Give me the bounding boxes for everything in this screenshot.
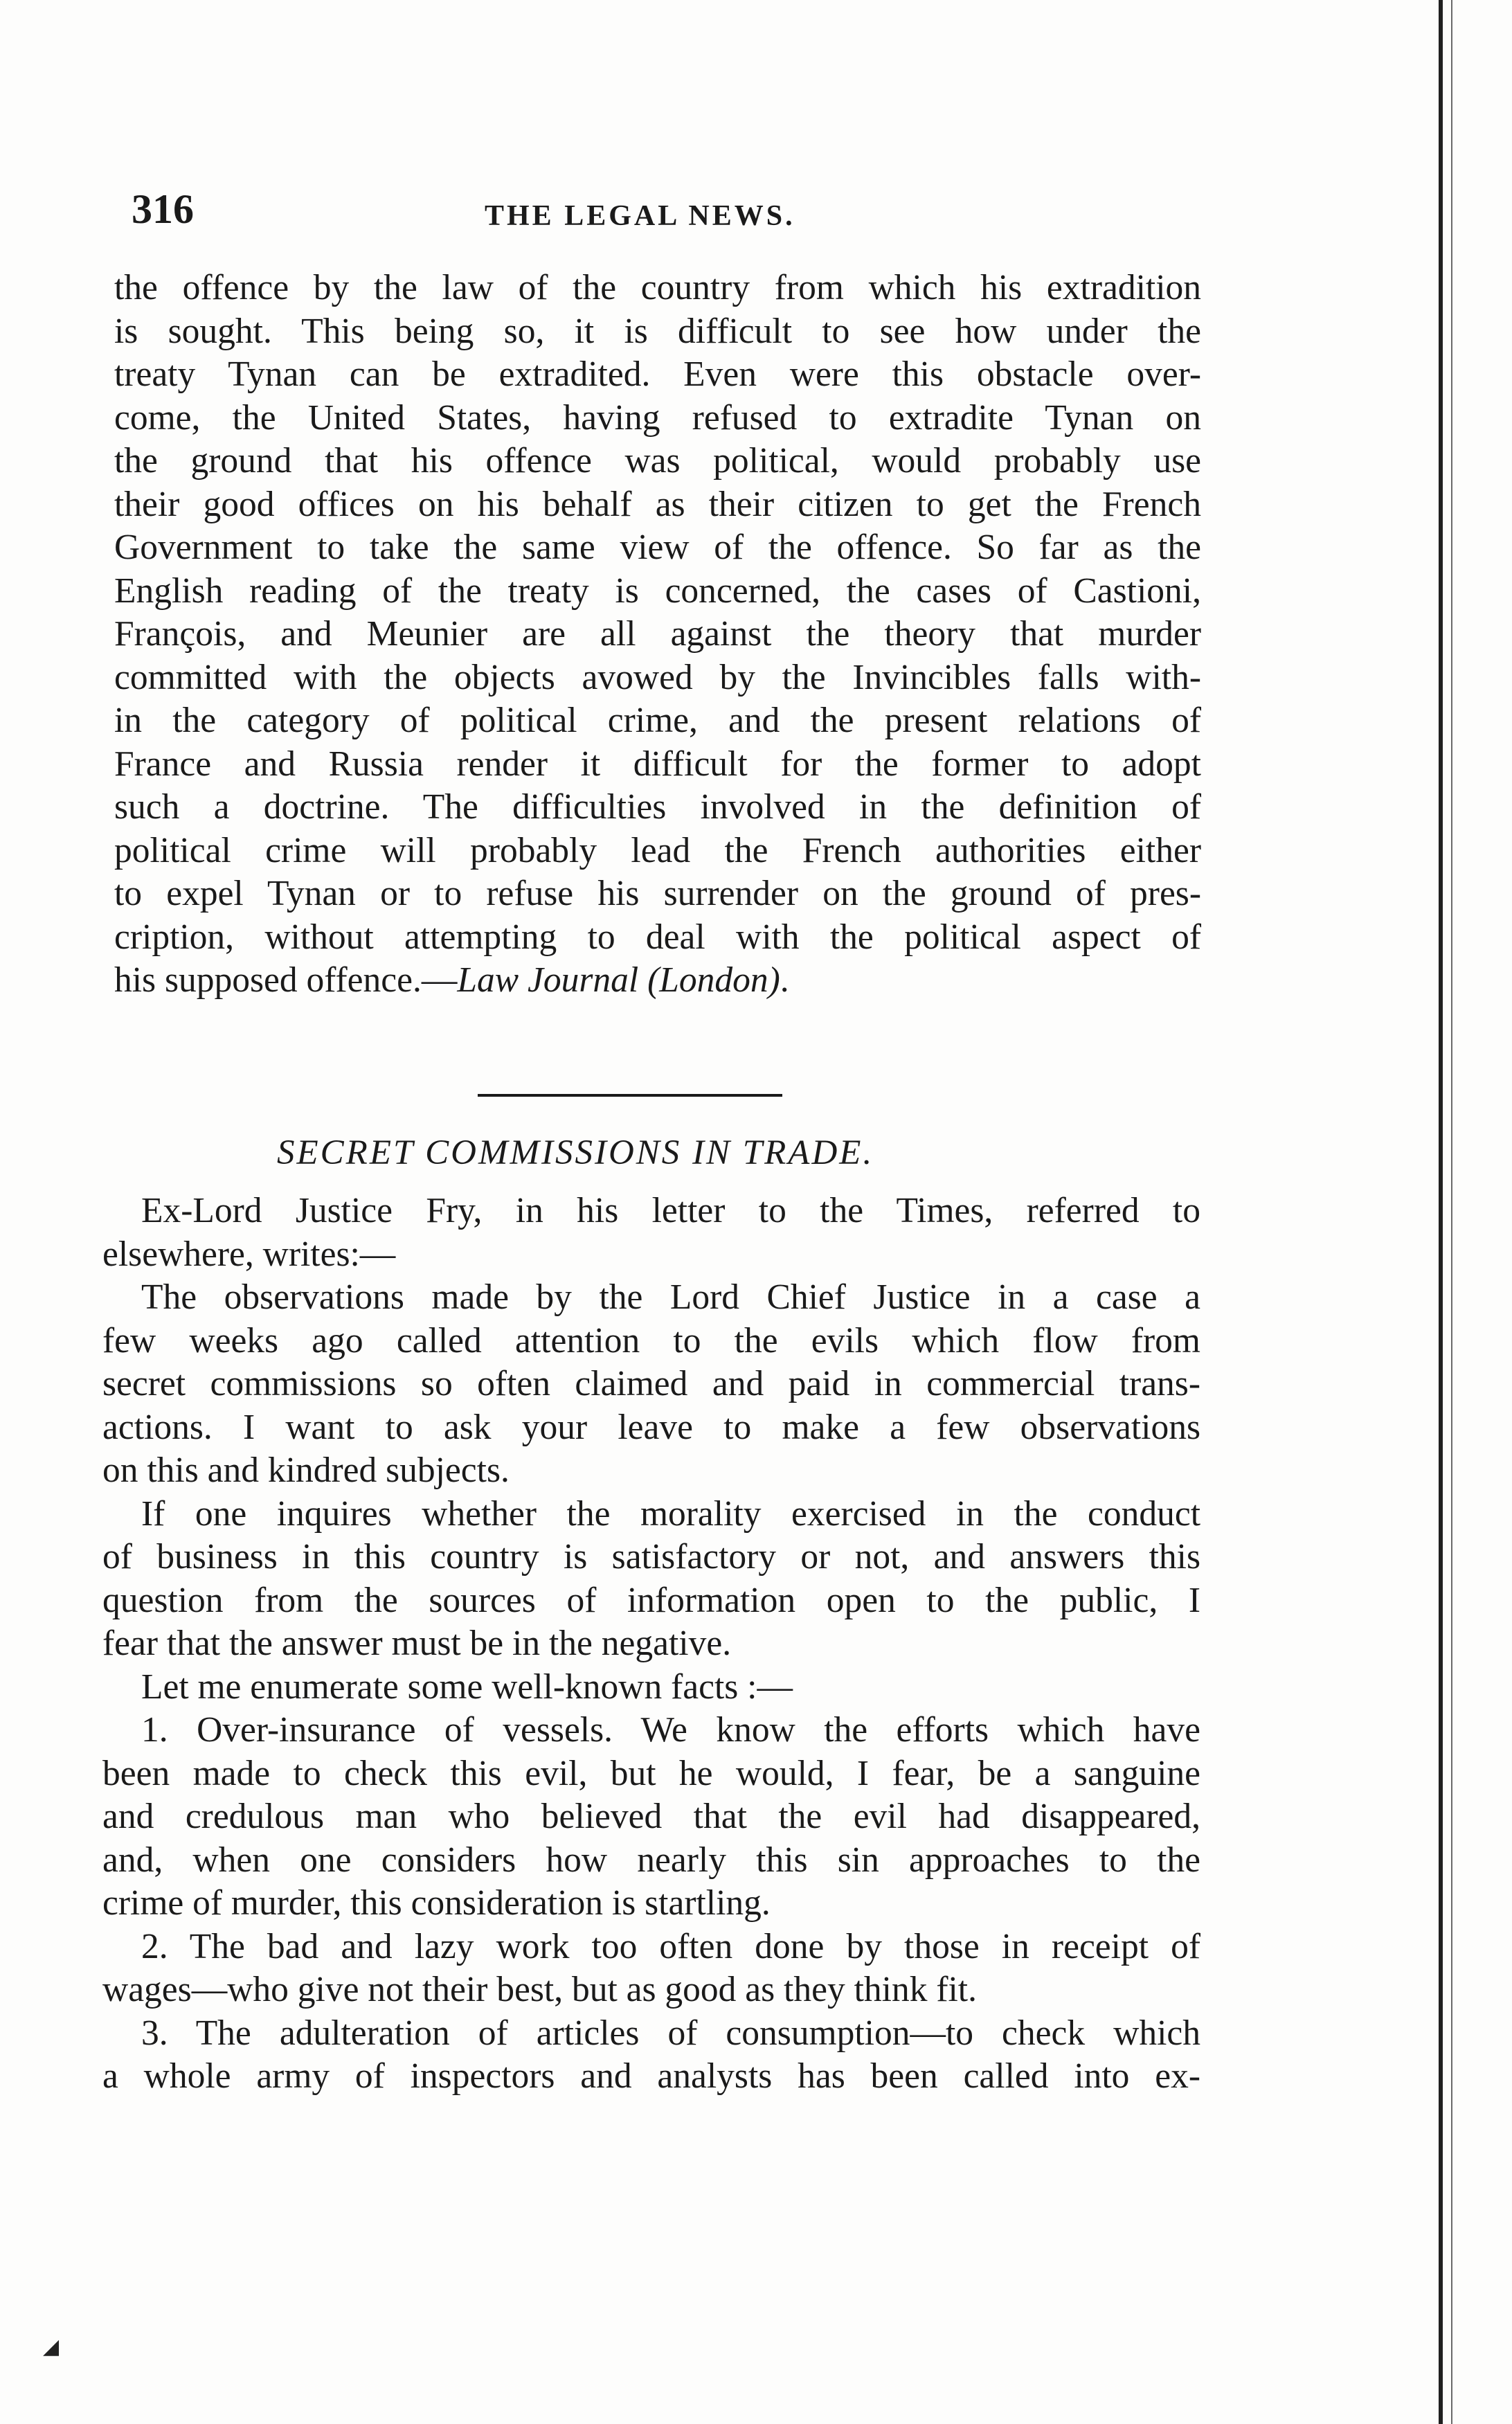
- stray-ink-mark: ◢: [43, 2335, 60, 2358]
- section-divider-rule: [478, 1094, 782, 1097]
- text-line: If one inquires whether the morality exercised in the conduct: [141, 1493, 1200, 1534]
- paragraph: [102, 2012, 1200, 2099]
- text-line: few weeks ago called attention to the evils which flow from: [102, 1320, 1200, 1361]
- text-line: secret commissions so often claimed and paid in commercial trans-: [102, 1364, 1200, 1403]
- running-title: THE LEGAL NEWS.: [485, 200, 795, 232]
- text-line: such a doctrine. The difficulties involved in the definition of: [114, 787, 1201, 827]
- article-continued: [114, 267, 1201, 1003]
- text-line: in the category of political crime, and the present relations of: [114, 701, 1201, 740]
- text-line: actions. I want to ask your leave to make a few observations: [102, 1407, 1200, 1447]
- paragraph: [102, 1709, 1200, 1925]
- section-title: SECRET COMMISSIONS IN TRADE.: [277, 1133, 874, 1172]
- text-line: Let me enumerate some well-known facts :—: [141, 1667, 793, 1707]
- text-line: France and Russia render it difficult for the former to adopt: [114, 744, 1201, 784]
- text-line: Ex-Lord Justice Fry, in his letter to the Times, referred to: [141, 1191, 1200, 1230]
- text-line: committed with the objects avowed by the Invincibles falls with-: [114, 657, 1201, 697]
- citation-end: .: [780, 960, 789, 1000]
- text-line: 2. The bad and lazy work too often done by those in receipt of: [141, 1926, 1200, 1966]
- text-line: the ground that his offence was political, would probably use: [114, 441, 1201, 481]
- paragraph: [102, 1925, 1200, 2012]
- text-line: crime of murder, this consideration is startling.: [102, 1883, 771, 1923]
- text-line: English reading of the treaty is concerned, the cases of Castioni,: [114, 571, 1201, 611]
- binding-edge-line: [1439, 0, 1443, 2424]
- paragraph: [102, 1276, 1200, 1493]
- text-line: on this and kindred subjects.: [102, 1451, 510, 1490]
- text-line: and credulous man who believed that the evil had disappeared,: [102, 1797, 1200, 1836]
- page-number: 316: [132, 186, 194, 232]
- text-line: elsewhere, writes:—: [102, 1234, 396, 1274]
- text-line: is sought. This being so, it is difficult to see how under the: [114, 311, 1201, 351]
- text-line: François, and Meunier are all against the theory that murder: [114, 614, 1201, 654]
- text-line: to expel Tynan or to refuse his surrender on the ground of pres-: [114, 874, 1201, 913]
- text-line: their good offices on his behalf as their citizen to get the French: [114, 484, 1201, 524]
- text-line: of business in this country is satisfactory or not, and answers this: [102, 1537, 1200, 1577]
- text-line: 1. Over-insurance of vessels. We know the efforts which have: [141, 1710, 1200, 1750]
- paragraph: [102, 1493, 1200, 1666]
- last-line-text: his supposed offence.—: [114, 960, 458, 1000]
- text-line: a whole army of inspectors and analysts has been called into ex-: [102, 2056, 1200, 2096]
- binding-edge-shadow: [1451, 0, 1452, 2424]
- text-line: treaty Tynan can be extradited. Even were this obstacle over-: [114, 354, 1201, 394]
- source-citation: Law Journal (London): [457, 960, 780, 1000]
- text-line: [114, 959, 1201, 1003]
- text-line: come, the United States, having refused to extradite Tynan on: [114, 397, 1201, 438]
- text-line: 3. The adulteration of articles of consumption—to check which: [141, 2013, 1200, 2053]
- continued-paragraph: [114, 267, 1201, 1003]
- text-line: and, when one considers how nearly this sin approaches to the: [102, 1840, 1200, 1880]
- text-line: political crime will probably lead the French authorities either: [114, 830, 1201, 870]
- text-line: the offence by the law of the country from which his extradition: [114, 268, 1201, 307]
- text-line: wages—who give not their best, but as good as they think fit.: [102, 1970, 977, 2009]
- text-line: cription, without attempting to deal with the political aspect of: [114, 917, 1201, 957]
- text-line: question from the sources of information open to the public, I: [102, 1580, 1200, 1620]
- text-line: fear that the answer must be in the negative.: [102, 1624, 732, 1663]
- paragraph: [102, 1189, 1200, 1276]
- text-line: Government to take the same view of the offence. So far as the: [114, 528, 1201, 567]
- text-line: been made to check this evil, but he would, I fear, be a sanguine: [102, 1753, 1200, 1793]
- section-body: [102, 1189, 1200, 2099]
- paragraph: [102, 1666, 1200, 1709]
- text-line: The observations made by the Lord Chief Justice in a case a: [141, 1277, 1200, 1317]
